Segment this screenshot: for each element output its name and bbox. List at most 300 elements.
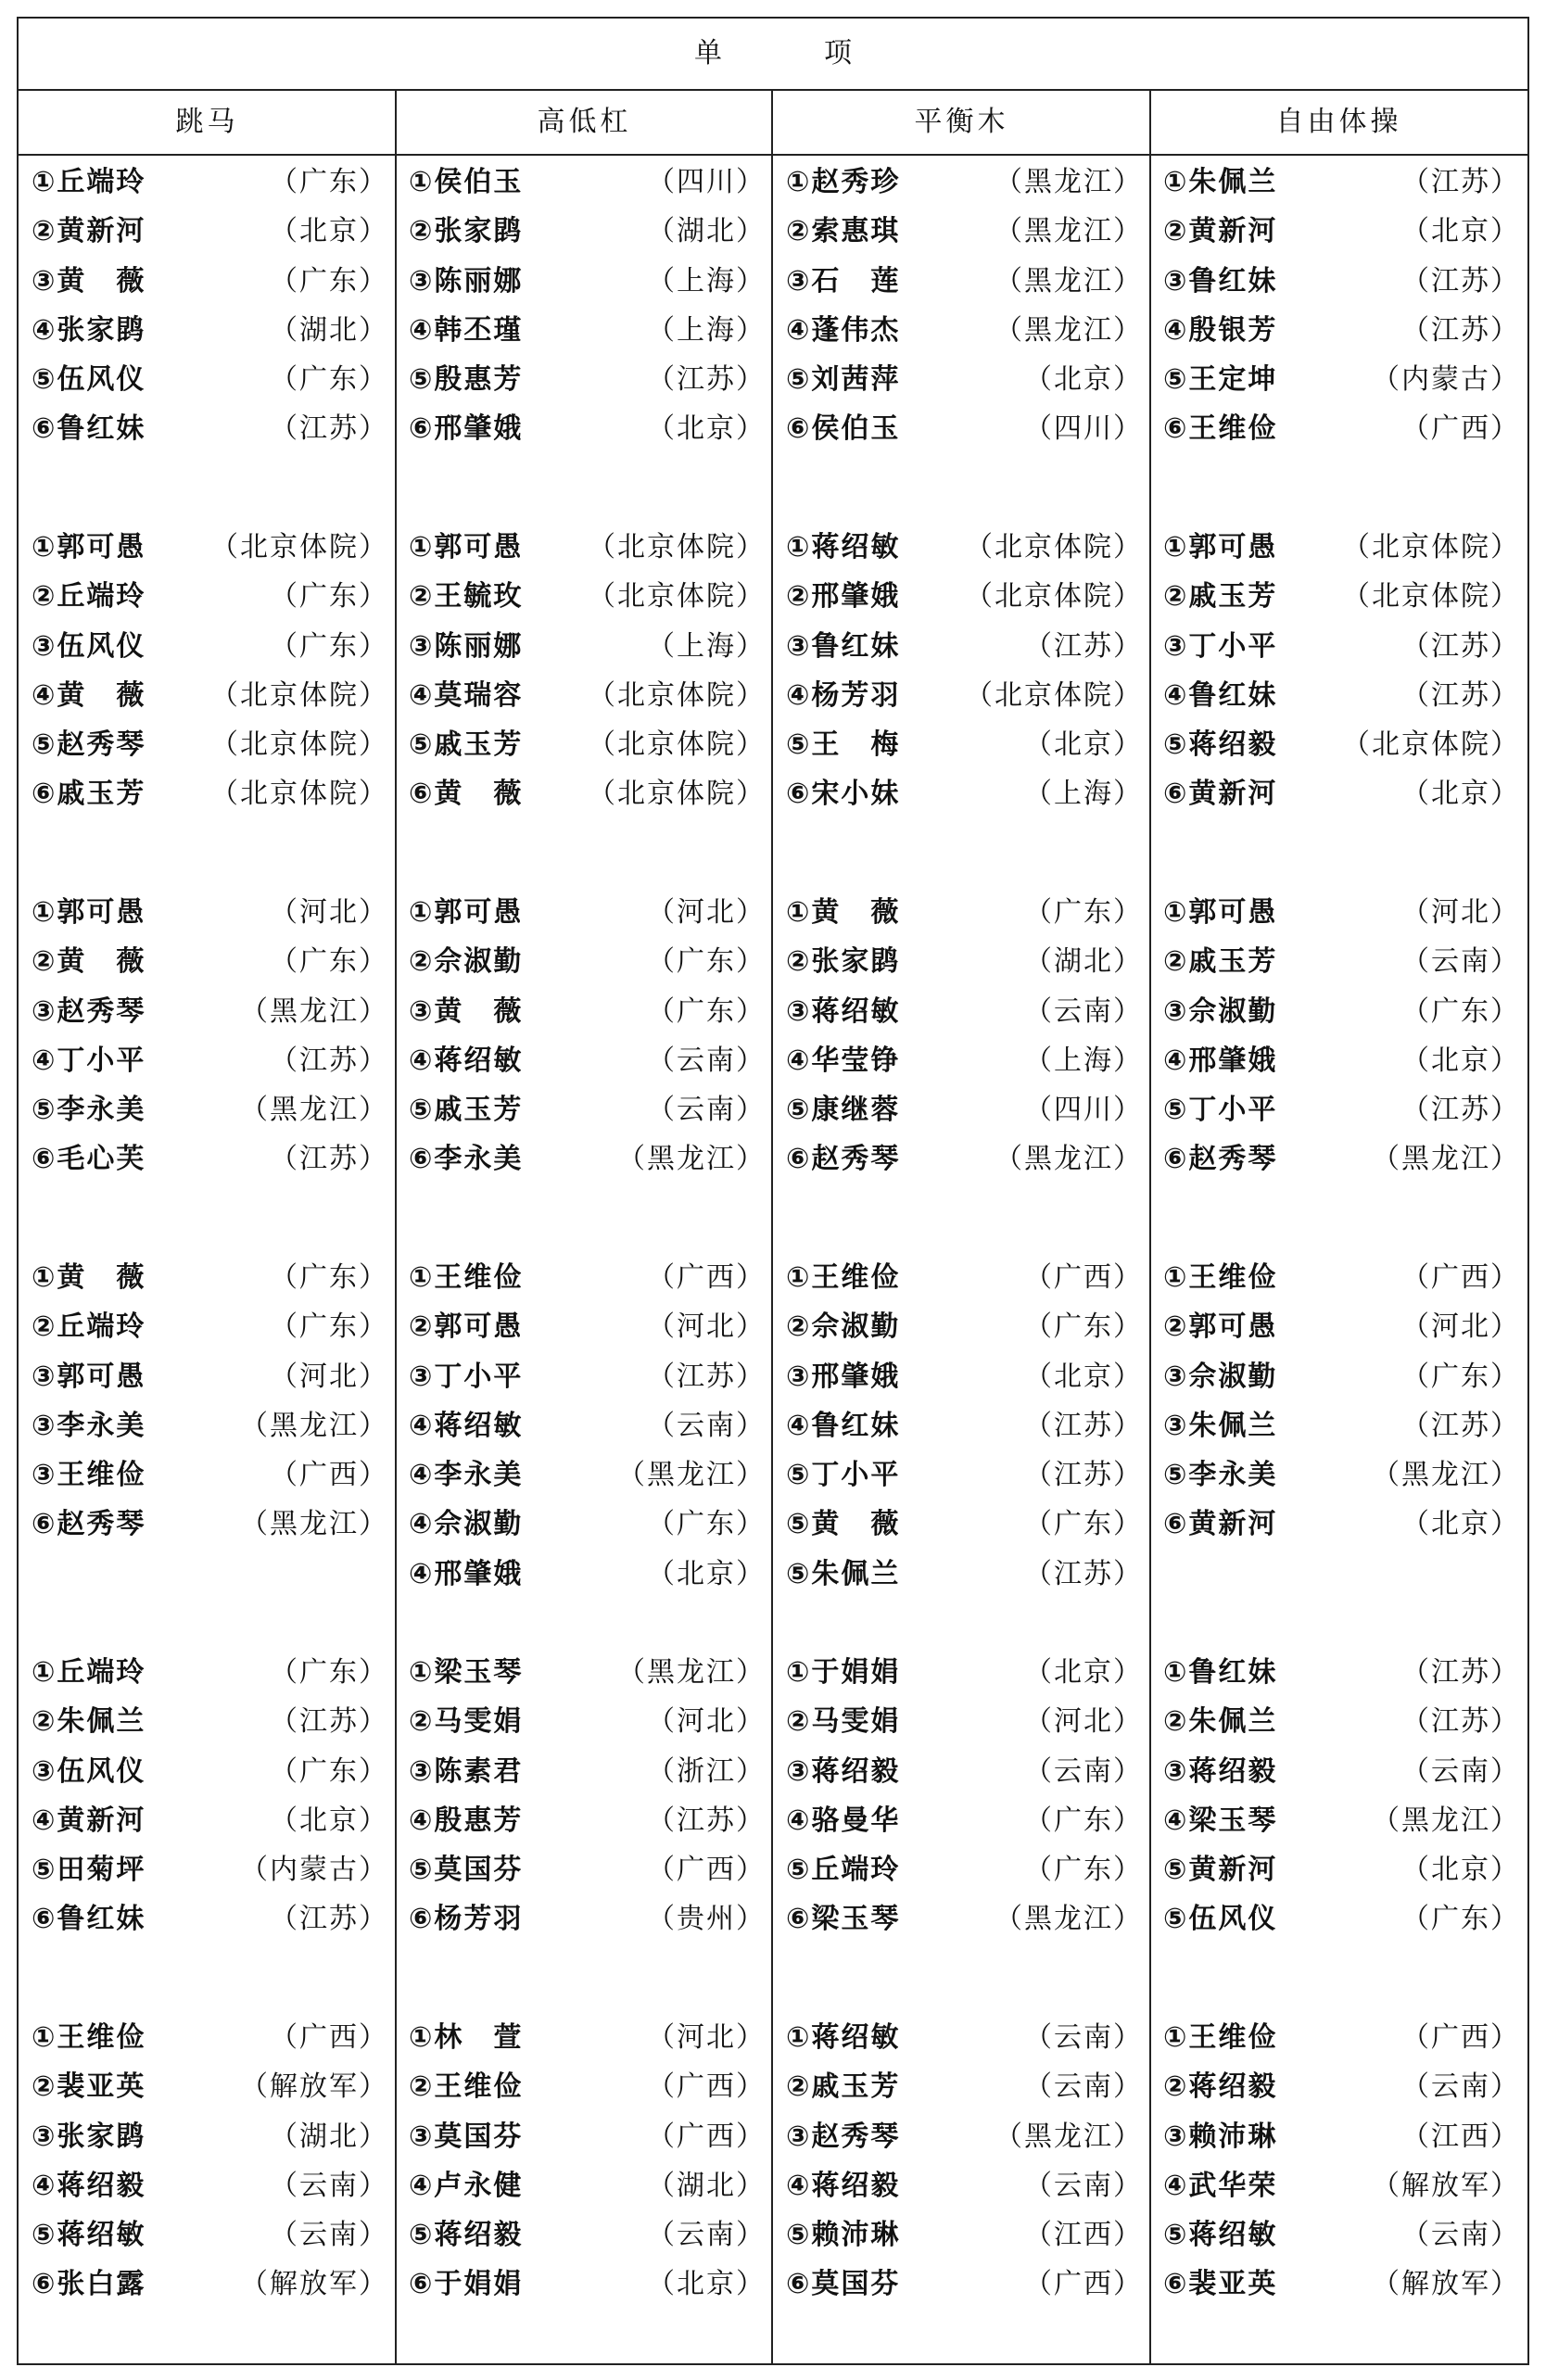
athlete-team: （上海） (1024, 1044, 1143, 1077)
result-row (1150, 622, 1527, 671)
result-row (1150, 2062, 1527, 2111)
results-column-vault (19, 156, 396, 2363)
athlete-team: （黑龙江） (995, 1903, 1143, 1936)
athlete-name: ①黄 薇 (786, 896, 901, 929)
athlete-team: （广东） (1401, 1903, 1520, 1936)
athlete-team: （河北） (647, 2021, 766, 2054)
athlete-team: （黑龙江） (1372, 1804, 1520, 1837)
athlete-team: （北京体院） (588, 778, 766, 811)
column-header-uneven-bars: 高低杠 (537, 106, 632, 138)
athlete-team: （内蒙古） (1372, 363, 1520, 397)
result-row (1150, 1796, 1527, 1845)
athlete-name: ①黄 薇 (32, 1261, 146, 1294)
athlete-name: ⑤丁小平 (1163, 1094, 1278, 1127)
athlete-name: ①林 萱 (409, 2021, 524, 2054)
result-row (1150, 1036, 1527, 1085)
athlete-team: （广东） (270, 580, 388, 614)
results-column-uneven-bars (396, 156, 773, 2363)
result-group (773, 158, 1150, 454)
athlete-team: （江苏） (270, 1143, 388, 1176)
result-group (773, 1648, 1150, 1944)
athlete-name: ⑥邢肇娥 (409, 412, 524, 446)
result-row (396, 2161, 773, 2210)
result-row (773, 1500, 1150, 1549)
athlete-team: （广东） (1024, 1804, 1143, 1837)
athlete-name: ④佘淑勤 (409, 1508, 524, 1541)
athlete-team: （北京） (1401, 1508, 1520, 1541)
athlete-team: （江苏） (270, 1044, 388, 1077)
result-group (773, 2013, 1150, 2310)
athlete-name: ④卢永健 (409, 2169, 524, 2202)
result-group (396, 888, 773, 1184)
athlete-name: ①丘端玲 (32, 166, 146, 198)
athlete-team: （江苏） (1024, 629, 1143, 663)
athlete-name: ⑥戚玉芳 (32, 778, 146, 811)
athlete-name: ②王毓玫 (409, 580, 524, 614)
result-row (1150, 1085, 1527, 1134)
result-row (1150, 158, 1527, 207)
athlete-name: ②朱佩兰 (32, 1705, 146, 1739)
athlete-name: ②黄新河 (1163, 215, 1278, 248)
athlete-name: ⑥莫国芬 (786, 2268, 901, 2301)
athlete-team: （云南） (1024, 1754, 1143, 1788)
athlete-team: （黑龙江） (617, 1459, 766, 1492)
result-row (19, 1845, 396, 1894)
column-header-row (19, 91, 1527, 156)
athlete-team: （北京体院） (588, 580, 766, 614)
athlete-name: ①侯伯玉 (409, 166, 524, 198)
athlete-name: ⑤蒋绍敏 (32, 2219, 146, 2252)
result-row (396, 1747, 773, 1796)
result-row (773, 355, 1150, 404)
athlete-name: ⑥于娟娟 (409, 2268, 524, 2301)
athlete-name: ③赵秀琴 (32, 994, 146, 1028)
result-row (773, 1796, 1150, 1845)
athlete-name: ①丘端玲 (32, 1656, 146, 1689)
result-row (19, 306, 396, 355)
athlete-name: ④蒋绍毅 (32, 2169, 146, 2202)
athlete-team: （河北） (270, 896, 388, 929)
athlete-team: （云南） (1024, 2169, 1143, 2202)
athlete-team: （四川） (647, 166, 766, 198)
athlete-name: ②马雯娟 (409, 1705, 524, 1739)
athlete-team: （浙江） (647, 1754, 766, 1788)
athlete-team: （云南） (270, 2169, 388, 2202)
athlete-name: ①郭可愚 (32, 531, 146, 563)
result-row (19, 1401, 396, 1450)
athlete-name: ③郭可愚 (32, 1360, 146, 1393)
result-row (773, 2210, 1150, 2260)
athlete-name: ②郭可愚 (1163, 1310, 1278, 1344)
result-row (19, 1500, 396, 1549)
result-group (19, 158, 396, 454)
result-group (1150, 1253, 1527, 1550)
athlete-name: ⑤赖沛琳 (786, 2219, 901, 2252)
result-row (396, 2210, 773, 2260)
result-row (19, 1747, 396, 1796)
athlete-name: ⑥杨芳羽 (409, 1903, 524, 1936)
athlete-team: （黑龙江） (240, 1508, 388, 1541)
athlete-name: ④蒋绍敏 (409, 1409, 524, 1442)
result-row (396, 720, 773, 769)
athlete-team: （江苏） (1401, 1656, 1520, 1689)
result-row (773, 1747, 1150, 1796)
athlete-name: ③陈丽娜 (409, 264, 524, 298)
athlete-team: （广西） (1024, 2268, 1143, 2301)
athlete-name: ⑥裴亚英 (1163, 2268, 1278, 2301)
athlete-team: （黑龙江） (240, 994, 388, 1028)
result-row (1150, 888, 1527, 937)
athlete-name: ②佘淑勤 (409, 945, 524, 979)
athlete-team: （江苏） (1024, 1459, 1143, 1492)
result-row (1150, 1500, 1527, 1549)
athlete-team: （黑龙江） (995, 264, 1143, 298)
athlete-team: （江苏） (647, 1360, 766, 1393)
athlete-name: ④蒋绍敏 (409, 1044, 524, 1077)
result-row (396, 1796, 773, 1845)
result-row (773, 1845, 1150, 1894)
athlete-name: ④邢肇娥 (1163, 1044, 1278, 1077)
athlete-team: （江苏） (647, 363, 766, 397)
athlete-team: （河北） (647, 1310, 766, 1344)
result-row (1150, 671, 1527, 720)
result-group (19, 523, 396, 819)
athlete-team: （黑龙江） (1372, 1459, 1520, 1492)
athlete-name: ⑥黄新河 (1163, 1508, 1278, 1541)
athlete-name: ⑤伍风仪 (1163, 1903, 1278, 1936)
result-row (396, 1401, 773, 1450)
athlete-name: ⑤蒋绍敏 (1163, 2219, 1278, 2252)
result-row (1150, 1401, 1527, 1450)
result-group (19, 2013, 396, 2310)
result-group (1150, 523, 1527, 819)
result-row (19, 1796, 396, 1845)
athlete-name: ④莫瑞容 (409, 678, 524, 712)
result-row (396, 937, 773, 986)
result-row (1150, 404, 1527, 453)
athlete-team: （江苏） (1401, 1409, 1520, 1442)
athlete-team: （广西） (270, 1459, 388, 1492)
result-row (19, 1253, 396, 1302)
athlete-team: （江西） (1024, 2219, 1143, 2252)
result-row (773, 1450, 1150, 1500)
result-row (396, 769, 773, 818)
athlete-name: ①于娟娟 (786, 1656, 901, 1689)
result-row (773, 158, 1150, 207)
result-row (773, 2260, 1150, 2309)
athlete-team: （四川） (1024, 1094, 1143, 1127)
result-row (396, 1253, 773, 1302)
athlete-team: （云南） (270, 2219, 388, 2252)
athlete-team: （北京体院） (965, 531, 1143, 563)
athlete-name: ③鲁红妹 (1163, 264, 1278, 298)
result-row (1150, 1302, 1527, 1351)
athlete-name: ⑤赵秀琴 (32, 728, 146, 762)
result-row (773, 888, 1150, 937)
athlete-name: ⑤蒋绍毅 (409, 2219, 524, 2252)
athlete-team: （黑龙江） (995, 2120, 1143, 2153)
result-group (396, 158, 773, 454)
result-group (1150, 158, 1527, 454)
athlete-team: （北京） (647, 1557, 766, 1590)
result-row (773, 2013, 1150, 2062)
result-row (1150, 1648, 1527, 1697)
athlete-team: （江苏） (270, 1705, 388, 1739)
athlete-team: （江苏） (1401, 166, 1520, 198)
athlete-name: ⑥张白露 (32, 2268, 146, 2301)
athlete-team: （上海） (647, 629, 766, 663)
athlete-team: （北京） (270, 215, 388, 248)
result-row (396, 987, 773, 1036)
results-body (19, 156, 1527, 2363)
result-group (19, 888, 396, 1184)
result-group (396, 523, 773, 819)
result-row (773, 1036, 1150, 1085)
athlete-name: ②朱佩兰 (1163, 1705, 1278, 1739)
athlete-team: （黑龙江） (995, 1143, 1143, 1176)
athlete-name: ⑥鲁红妹 (32, 412, 146, 446)
result-group (19, 1648, 396, 1944)
athlete-name: ①梁玉琴 (409, 1656, 524, 1689)
result-row (773, 306, 1150, 355)
athlete-name: ③陈素君 (409, 1754, 524, 1788)
result-row (19, 2062, 396, 2111)
athlete-name: ②裴亚英 (32, 2070, 146, 2104)
result-row (396, 622, 773, 671)
athlete-name: ②戚玉芳 (1163, 580, 1278, 614)
athlete-name: ①王维俭 (1163, 1261, 1278, 1294)
column-header-floor-exercise: 自由体操 (1275, 106, 1402, 138)
athlete-team: （北京） (1401, 1854, 1520, 1887)
result-group (19, 1253, 396, 1550)
result-row (1150, 1845, 1527, 1894)
athlete-team: （湖北） (270, 2120, 388, 2153)
athlete-name: ⑤李永美 (1163, 1459, 1278, 1492)
athlete-team: （解放军） (1372, 2169, 1520, 2202)
result-row (19, 769, 396, 818)
athlete-name: ③陈丽娜 (409, 629, 524, 663)
athlete-team: （北京） (1401, 778, 1520, 811)
athlete-name: ④邢肇娥 (409, 1557, 524, 1590)
result-row (1150, 1450, 1527, 1500)
result-row (773, 1401, 1150, 1450)
result-row (19, 207, 396, 256)
athlete-team: （北京体院） (210, 531, 388, 563)
athlete-name: ①鲁红妹 (1163, 1656, 1278, 1689)
athlete-name: ③蒋绍毅 (786, 1754, 901, 1788)
athlete-name: ⑤殷惠芳 (409, 363, 524, 397)
athlete-team: （江苏） (1401, 264, 1520, 298)
athlete-name: ④李永美 (409, 1459, 524, 1492)
athlete-name: ③佘淑勤 (1163, 994, 1278, 1028)
athlete-name: ②邢肇娥 (786, 580, 901, 614)
result-row (396, 523, 773, 572)
athlete-name: ②郭可愚 (409, 1310, 524, 1344)
athlete-name: ③鲁红妹 (786, 629, 901, 663)
athlete-team: （上海） (647, 313, 766, 347)
athlete-team: （广西） (1401, 2021, 1520, 2054)
result-row (19, 1085, 396, 1134)
athlete-name: ④骆曼华 (786, 1804, 901, 1837)
result-row (1150, 1747, 1527, 1796)
athlete-name: ③张家鹍 (32, 2120, 146, 2153)
athlete-name: ①朱佩兰 (1163, 166, 1278, 198)
athlete-name: ③王维俭 (32, 1459, 146, 1492)
result-row (396, 1085, 773, 1134)
athlete-team: （广东） (1401, 994, 1520, 1028)
athlete-team: （贵州） (647, 1903, 766, 1936)
athlete-name: ④华莹铮 (786, 1044, 901, 1077)
result-row (19, 1352, 396, 1401)
athlete-name: ⑥李永美 (409, 1143, 524, 1176)
athlete-name: ①王维俭 (786, 1261, 901, 1294)
result-group (396, 1253, 773, 1599)
result-row (396, 1500, 773, 1549)
athlete-team: （云南） (1024, 2021, 1143, 2054)
athlete-name: ④张家鹍 (32, 313, 146, 347)
athlete-team: （江苏） (1024, 1557, 1143, 1590)
athlete-team: （解放军） (240, 2268, 388, 2301)
athlete-team: （江苏） (1401, 313, 1520, 347)
athlete-name: ⑤康继蓉 (786, 1094, 901, 1127)
results-column-floor-exercise (1150, 156, 1527, 2363)
athlete-team: （广东） (270, 1754, 388, 1788)
athlete-team: （广东） (1024, 1508, 1143, 1541)
athlete-name: ⑤黄新河 (1163, 1854, 1278, 1887)
athlete-team: （广东） (270, 363, 388, 397)
result-group (1150, 888, 1527, 1184)
athlete-team: （江苏） (647, 1804, 766, 1837)
athlete-team: （北京） (1024, 728, 1143, 762)
result-row (19, 1697, 396, 1746)
athlete-team: （云南） (1401, 2070, 1520, 2104)
athlete-name: ⑤田菊坪 (32, 1854, 146, 1887)
result-row (773, 1253, 1150, 1302)
athlete-name: ③莫国芬 (409, 2120, 524, 2153)
athlete-team: （云南） (647, 1409, 766, 1442)
result-row (1150, 2013, 1527, 2062)
athlete-team: （北京体院） (588, 728, 766, 762)
result-row (19, 937, 396, 986)
result-row (1150, 257, 1527, 306)
athlete-name: ⑤黄 薇 (786, 1508, 901, 1541)
result-row (396, 1894, 773, 1943)
athlete-team: （广西） (1401, 412, 1520, 446)
result-row (1150, 1352, 1527, 1401)
athlete-name: ③丁小平 (409, 1360, 524, 1393)
athlete-name: ⑤伍风仪 (32, 363, 146, 397)
result-row (396, 1302, 773, 1351)
athlete-name: ④鲁红妹 (1163, 678, 1278, 712)
result-row (19, 888, 396, 937)
result-row (19, 1450, 396, 1500)
athlete-name: ⑤蒋绍毅 (1163, 728, 1278, 762)
result-row (19, 2112, 396, 2161)
result-row (1150, 769, 1527, 818)
athlete-team: （黑龙江） (995, 313, 1143, 347)
athlete-name: ①蒋绍敏 (786, 531, 901, 563)
result-row (396, 158, 773, 207)
athlete-name: ④韩丕瑾 (409, 313, 524, 347)
result-row (396, 1550, 773, 1599)
athlete-name: ①郭可愚 (32, 896, 146, 929)
athlete-name: ⑤戚玉芳 (409, 728, 524, 762)
athlete-team: （北京） (1024, 363, 1143, 397)
result-row (19, 404, 396, 453)
athlete-name: ③石 莲 (786, 264, 901, 298)
athlete-name: ⑥侯伯玉 (786, 412, 901, 446)
result-row (396, 1697, 773, 1746)
column-header-balance-beam: 平衡木 (914, 106, 1009, 138)
result-row (396, 1036, 773, 1085)
result-row (773, 523, 1150, 572)
result-row (19, 987, 396, 1036)
athlete-team: （黑龙江） (995, 166, 1143, 198)
athlete-team: （北京体院） (1342, 728, 1520, 762)
athlete-name: ③蒋绍敏 (786, 994, 901, 1028)
athlete-team: （解放军） (1372, 2268, 1520, 2301)
athlete-team: （广东） (1401, 1360, 1520, 1393)
athlete-name: ⑤戚玉芳 (409, 1094, 524, 1127)
result-row (1150, 1894, 1527, 1943)
result-row (19, 2013, 396, 2062)
result-row (773, 257, 1150, 306)
athlete-name: ①王维俭 (1163, 2021, 1278, 2054)
athlete-team: （河北） (1401, 896, 1520, 929)
athlete-team: （北京） (1024, 1360, 1143, 1393)
athlete-team: （广东） (1024, 1854, 1143, 1887)
athlete-name: ③邢肇娥 (786, 1360, 901, 1393)
athlete-team: （广东） (270, 264, 388, 298)
result-row (773, 2062, 1150, 2111)
athlete-name: ③朱佩兰 (1163, 1409, 1278, 1442)
result-group (396, 1648, 773, 1944)
athlete-team: （广西） (647, 1854, 766, 1887)
athlete-name: ②索惠琪 (786, 215, 901, 248)
athlete-team: （上海） (1024, 778, 1143, 811)
result-row (19, 671, 396, 720)
athlete-name: ③蒋绍毅 (1163, 1754, 1278, 1788)
athlete-team: （广东） (647, 1508, 766, 1541)
athlete-team: （江苏） (270, 412, 388, 446)
result-group (773, 1253, 1150, 1599)
athlete-team: （内蒙古） (240, 1854, 388, 1887)
athlete-team: （江苏） (1401, 629, 1520, 663)
result-row (773, 1085, 1150, 1134)
result-row (396, 1648, 773, 1697)
athlete-team: （广东） (270, 629, 388, 663)
athlete-team: （江苏） (1401, 678, 1520, 712)
athlete-name: ③伍风仪 (32, 629, 146, 663)
athlete-name: ①王维俭 (32, 2021, 146, 2054)
result-row (773, 1352, 1150, 1401)
result-row (1150, 2161, 1527, 2210)
athlete-name: ⑥王维俭 (1163, 412, 1278, 446)
athlete-name: ⑤李永美 (32, 1094, 146, 1127)
result-row (773, 207, 1150, 256)
athlete-name: ①蒋绍敏 (786, 2021, 901, 2054)
result-row (773, 720, 1150, 769)
result-row (19, 2210, 396, 2260)
athlete-team: （北京） (1024, 1656, 1143, 1689)
athlete-name: ②蒋绍毅 (1163, 2070, 1278, 2104)
athlete-team: （河北） (647, 1705, 766, 1739)
result-row (773, 1302, 1150, 1351)
athlete-name: ④丁小平 (32, 1044, 146, 1077)
athlete-team: （广东） (270, 166, 388, 198)
result-row (773, 622, 1150, 671)
result-row (1150, 720, 1527, 769)
